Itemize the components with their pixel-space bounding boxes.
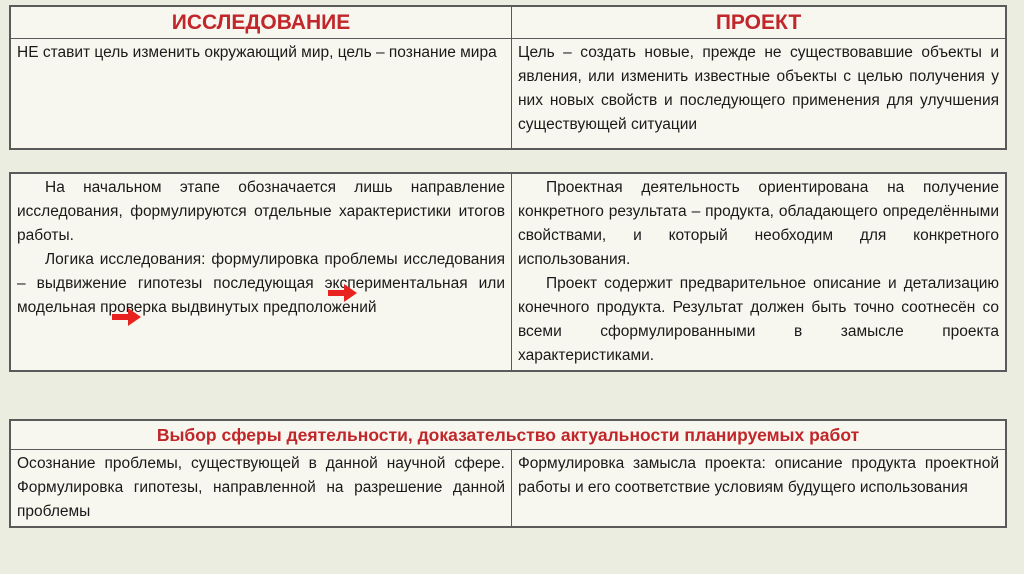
research-process-p2: Логика исследования: формулировка проблемы исследования – выдвижение гипотезы последующая экспериментальная или модельная проверка выдвинутых предположений: [17, 251, 505, 316]
table-row: [11, 174, 1005, 370]
project-topic-text: Формулировка замысла проекта: описание продукта проектной работы и его соответствие условиям будущего использования: [518, 455, 999, 496]
research-process-p1: На начальном этапе обозначается лишь направление исследования, формулируются отдельные характеристики итогов работы.: [17, 179, 505, 244]
comparison-table-process: [9, 172, 1007, 372]
table-header-row: [11, 7, 1005, 39]
project-goal-text: Цель – создать новые, прежде не существовавшие объекты и явления, или изменить известные объекты с целью получения у них новых свойств и последующего применения для улучшения существующей ситуации: [518, 44, 999, 133]
header-project: ПРОЕКТ: [715, 11, 802, 34]
project-process-cell: [512, 174, 1005, 370]
arrow-right-icon: [112, 307, 142, 327]
topic-selection-header: Выбор сферы деятельности, доказательство актуальности планируемых работ: [11, 421, 1005, 450]
research-topic-text: Осознание проблемы, существующей в данной научной сфере. Формулировка гипотезы, направленной на разрешение данной проблемы: [11, 450, 512, 526]
project-process-p2: Проект содержит предварительное описание и детализацию конечного продукта. Результат должен быть точно соотнесён со всеми сформулированными в замысле проекта характеристиками.: [518, 275, 999, 364]
header-research: ИССЛЕДОВАНИЕ: [11, 7, 512, 38]
comparison-table-topic: [9, 419, 1007, 528]
table-row: [11, 39, 1005, 148]
table-row: [11, 450, 1005, 526]
research-process-cell: [11, 174, 512, 370]
project-process-p1: Проектная деятельность ориентирована на получение конкретного результата – продукта, обладающего определёнными свойствами, и который необходим для конкретного использования.: [518, 179, 999, 268]
arrow-right-icon: [328, 283, 358, 303]
comparison-table-goals: [9, 5, 1007, 150]
research-goal-text: НЕ ставит цель изменить окружающий мир, цель – познание мира: [11, 39, 512, 148]
